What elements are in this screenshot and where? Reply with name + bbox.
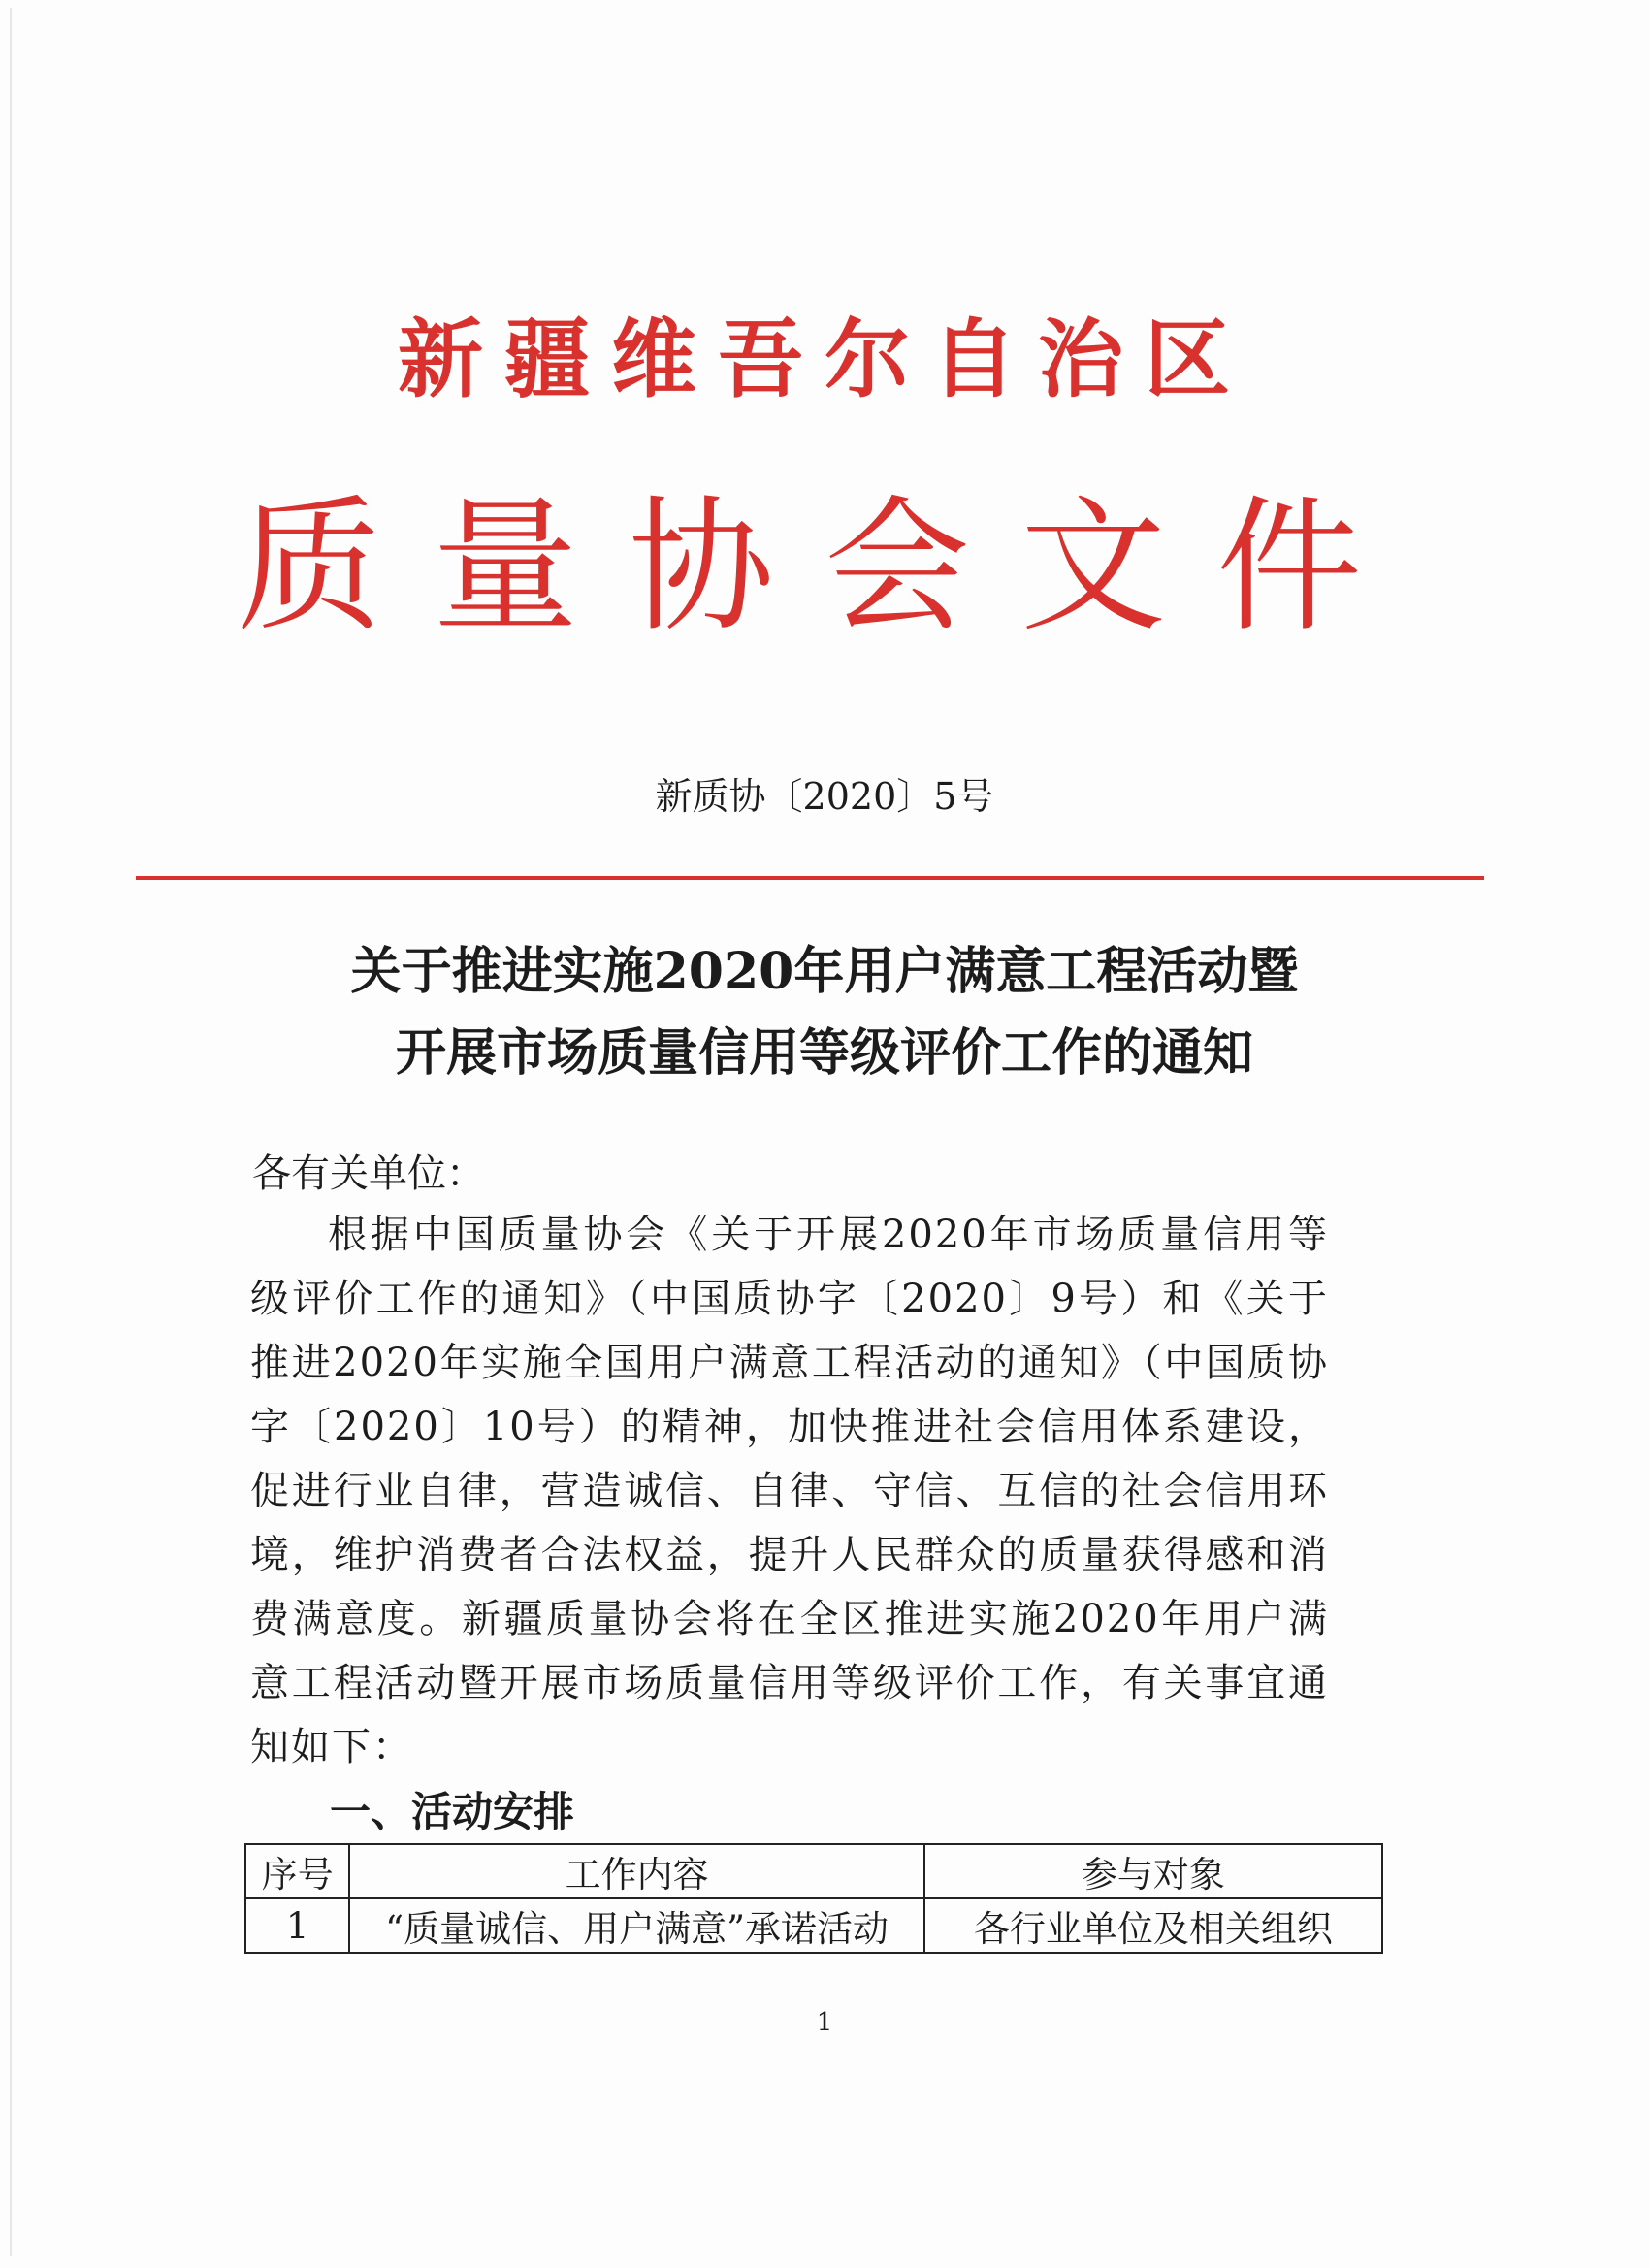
section-heading-activity-arrangement: 一、活动安排 (330, 1788, 575, 1835)
table-cell-participants: 各行业单位及相关组织 (924, 1898, 1382, 1953)
header-cell-participants: 参与对象 (924, 1844, 1382, 1898)
issuer-document-heading: 质量协会文件 (236, 483, 1412, 652)
salutation: 各有关单位： (252, 1151, 485, 1196)
body-paragraph: 根据中国质量协会《关于开展2020年市场质量信用等级评价工作的通知》（中国质协字〔2020〕9号）和《关于推进2020年实施全国用户满意工程活动的通知》（中国质协字〔2020〕10号）的精神，加快推进社会信用体系建设，促进行业自律，营造诚信、自律、守信、互信的社会信用环境，维护消费者合法权益，提升人民群众的质量获得感和消费满意度。新疆质量协会将在全区推进实施2020年用户满意工程活动暨开展市场质量信用等级评价工作，有关事宜通知如下： (250, 1213, 1329, 1769)
activity-arrangement-table (244, 1843, 1383, 1954)
document-number: 新质协〔2020〕5号 (655, 775, 994, 818)
table-header-row (245, 1844, 1382, 1898)
page-number: 1 (816, 2008, 833, 2037)
table-cell-index: 1 (245, 1898, 349, 1953)
table-row (245, 1898, 1382, 1953)
table-cell-content: “质量诚信、用户满意”承诺活动 (349, 1898, 923, 1953)
notice-title (0, 931, 1649, 1094)
header-cell-index: 序号 (245, 1844, 349, 1898)
notice-title-line-2: 开展市场质量信用等级评价工作的通知 (395, 1023, 1253, 1083)
issuer-region-heading: 新疆维吾尔自治区 (397, 308, 1251, 409)
red-divider-line (136, 876, 1484, 880)
notice-title-line-1: 关于推进实施2020年用户满意工程活动暨 (350, 942, 1299, 1001)
header-cell-content: 工作内容 (349, 1844, 923, 1898)
